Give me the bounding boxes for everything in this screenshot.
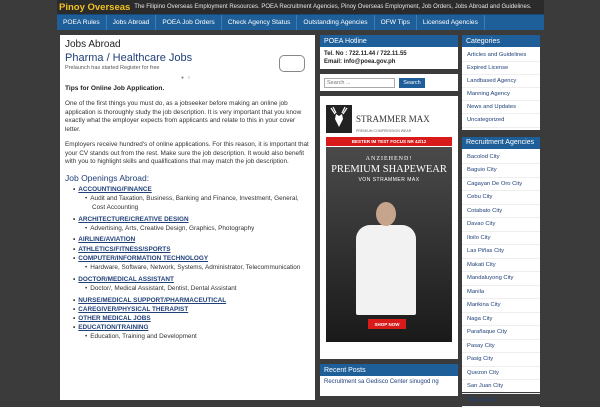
nav-check-agency-status[interactable]: Check Agency Status <box>222 15 298 30</box>
stag-logo-icon <box>326 105 352 133</box>
shop-now-button[interactable]: SHOP NOW <box>368 319 406 329</box>
job-subcategory: • Audit and Taxation, Business, Banking and Finance, Investment, General, Cost Accounting <box>92 195 310 212</box>
site-header <box>57 0 544 14</box>
agency-city-link[interactable]: Quezon City <box>462 367 540 381</box>
category-link[interactable]: Articles and Guidelines <box>462 49 540 62</box>
agency-city-link[interactable]: Mandaluyong City <box>462 272 540 286</box>
nav-jobs-abroad[interactable]: Jobs Abroad <box>107 15 157 30</box>
hotline-heading: POEA Hotline <box>320 35 458 47</box>
category-link[interactable]: Expired License <box>462 62 540 75</box>
nav-ofw-tips[interactable]: OFW Tips <box>375 15 417 30</box>
category-link[interactable]: News and Updates <box>462 101 540 114</box>
recruitment-agencies-list <box>462 149 540 403</box>
category-link[interactable]: Uncategorized <box>462 114 540 127</box>
site-title[interactable]: Pinoy Overseas <box>59 1 131 13</box>
nav-licensed-agencies[interactable]: Licensed Agencies <box>417 15 485 30</box>
agency-city-link[interactable]: Davao City <box>462 218 540 232</box>
site-tagline: The Filipino Overseas Employment Resources. POEA Recruitment Agencies, Pinoy Overseas Employment, Job Orders, Jobs Abroad and Guidelines. <box>134 4 532 10</box>
agency-city-link[interactable]: Manila <box>462 286 540 300</box>
job-category-link[interactable]: ▪ OTHER MEDICAL JOBS <box>80 315 151 322</box>
right-sidebar <box>462 35 540 403</box>
job-category-link[interactable]: ▪ AIRLINE/AVIATION <box>80 236 135 243</box>
brand-tagline: PREMIUM COMPRESSION WEAR <box>356 129 412 133</box>
agency-city-link[interactable]: Iloilo City <box>462 232 540 246</box>
categories-heading: Categories <box>462 35 540 47</box>
job-subcategory: • Doctor/, Medical Assistant, Dentist, Dental Assistant <box>92 285 310 294</box>
tips-heading: Tips for Online Job Application. <box>65 85 165 92</box>
categories-list <box>462 47 540 130</box>
ad-title[interactable]: Pharma / Healthcare Jobs <box>65 52 193 64</box>
job-category-link[interactable]: ▪ DOCTOR/MEDICAL ASSISTANT <box>80 276 174 283</box>
model-head-icon <box>376 202 396 226</box>
ad-pager-dots-icon: ● ○ <box>181 75 192 81</box>
ad-open-button[interactable] <box>279 55 305 72</box>
search-input[interactable] <box>324 78 395 88</box>
page-title: Jobs Abroad <box>65 39 121 50</box>
agency-city-link[interactable]: Bacolod City <box>462 151 540 165</box>
banner-photo <box>326 147 452 342</box>
job-openings-title: Job Openings Abroad: <box>65 172 150 183</box>
recent-posts-heading: Recent Posts <box>320 364 458 376</box>
banner-headline: PREMIUM SHAPEWEAR <box>331 164 447 175</box>
hotline-email[interactable]: Email: info@poea.gov.ph <box>324 59 396 65</box>
job-category-link[interactable]: ▪ EDUCATION/TRAINING <box>80 324 148 331</box>
agency-city-link[interactable]: Cotabato City <box>462 205 540 219</box>
agency-city-link[interactable]: Pasig City <box>462 353 540 367</box>
agency-city-link[interactable]: Makati City <box>462 259 540 273</box>
recruitment-agencies-heading: Recruitment Agencies <box>462 137 540 149</box>
main-content <box>60 35 315 400</box>
nav-poea-rules[interactable]: POEA Rules <box>57 15 107 30</box>
job-category-link[interactable]: ▪ ATHLETICS/FITNESS/SPORTS <box>80 246 170 253</box>
nav-poea-job-orders[interactable]: POEA Job Orders <box>156 15 221 30</box>
nav-outstanding-agencies[interactable]: Outstanding Agencies <box>297 15 374 30</box>
agency-city-link[interactable]: Cebu City <box>462 191 540 205</box>
banner-byline: VON STRAMMER MAX <box>358 177 420 183</box>
ad-subtitle: Prelaunch has started Register for free <box>65 65 160 71</box>
job-category-link[interactable]: ▪ NURSE/MEDICAL SUPPORT/PHARMACEUTICAL <box>80 297 226 304</box>
banner-ad[interactable] <box>320 96 458 359</box>
hotline-box <box>320 47 458 69</box>
category-link[interactable]: Manning Agency <box>462 88 540 101</box>
agency-city-link[interactable]: Marikina City <box>462 299 540 313</box>
main-nav <box>57 14 544 30</box>
agency-city-link[interactable]: Pasay City <box>462 340 540 354</box>
job-category-link[interactable]: ▪ ACCOUNTING/FINANCE <box>80 186 152 193</box>
agency-city-link[interactable]: Cagayan De Oro City <box>462 178 540 192</box>
job-category-link[interactable]: ▪ ARCHITECTURE/CREATIVE DESIGN <box>80 216 189 223</box>
test-badge: BESTER IM TEST FOCUS NR 42/12 <box>326 137 452 146</box>
job-category-link[interactable]: ▪ COMPUTER/INFORMATION TECHNOLOGY <box>80 255 208 262</box>
brand-name: STRAMMER MAX <box>356 114 430 124</box>
banner-announce: ANZIEHEND! <box>365 156 413 162</box>
job-categories-list <box>65 185 310 342</box>
hotline-tel: Tel. No : 722.11.44 / 722.11.55 <box>324 51 407 57</box>
search-button[interactable]: Search <box>399 78 425 88</box>
agency-city-link[interactable]: Naga City <box>462 313 540 327</box>
model-figure-icon <box>356 225 416 315</box>
agency-city-link[interactable]: Parañaque City <box>462 326 540 340</box>
job-subcategory: • Advertising, Arts, Creative Design, Graphics, Photography <box>92 225 310 234</box>
banner-inner[interactable] <box>326 103 452 353</box>
ad-unit[interactable] <box>65 52 310 82</box>
agency-city-link[interactable]: Taguig City <box>462 394 540 407</box>
recent-post-link[interactable]: Recruitment sa Gedisco Center sinugod ng <box>320 376 458 396</box>
job-category-link[interactable]: ▪ CAREGIVER/PHYSICAL THERAPIST <box>80 306 188 313</box>
category-link[interactable]: Landbased Agency <box>462 75 540 88</box>
job-subcategory: • Education, Training and Development <box>92 333 310 342</box>
agency-city-link[interactable]: Las Piñas City <box>462 245 540 259</box>
agency-city-link[interactable]: San Juan City <box>462 380 540 394</box>
paragraph: Employers receive hundred's of online applications. For this reason, it is important that your CV stands out from the rest. Make sure the job description. It would also benefit with you to highlight skills and qualifications that may match the job description. <box>65 140 309 166</box>
search-widget <box>320 74 458 91</box>
job-subcategory: • Hardware, Software, Network, Systems, Administrator, Telecommunication <box>92 264 310 273</box>
agency-city-link[interactable]: Baguio City <box>462 164 540 178</box>
middle-sidebar <box>320 35 458 396</box>
paragraph: One of the first things you must do, as a jobseeker before making an online job application is thoroughly study the job description. It is very important that you know exactly what the employer expects from applicants and relate to this in your cover letter. <box>65 100 302 134</box>
